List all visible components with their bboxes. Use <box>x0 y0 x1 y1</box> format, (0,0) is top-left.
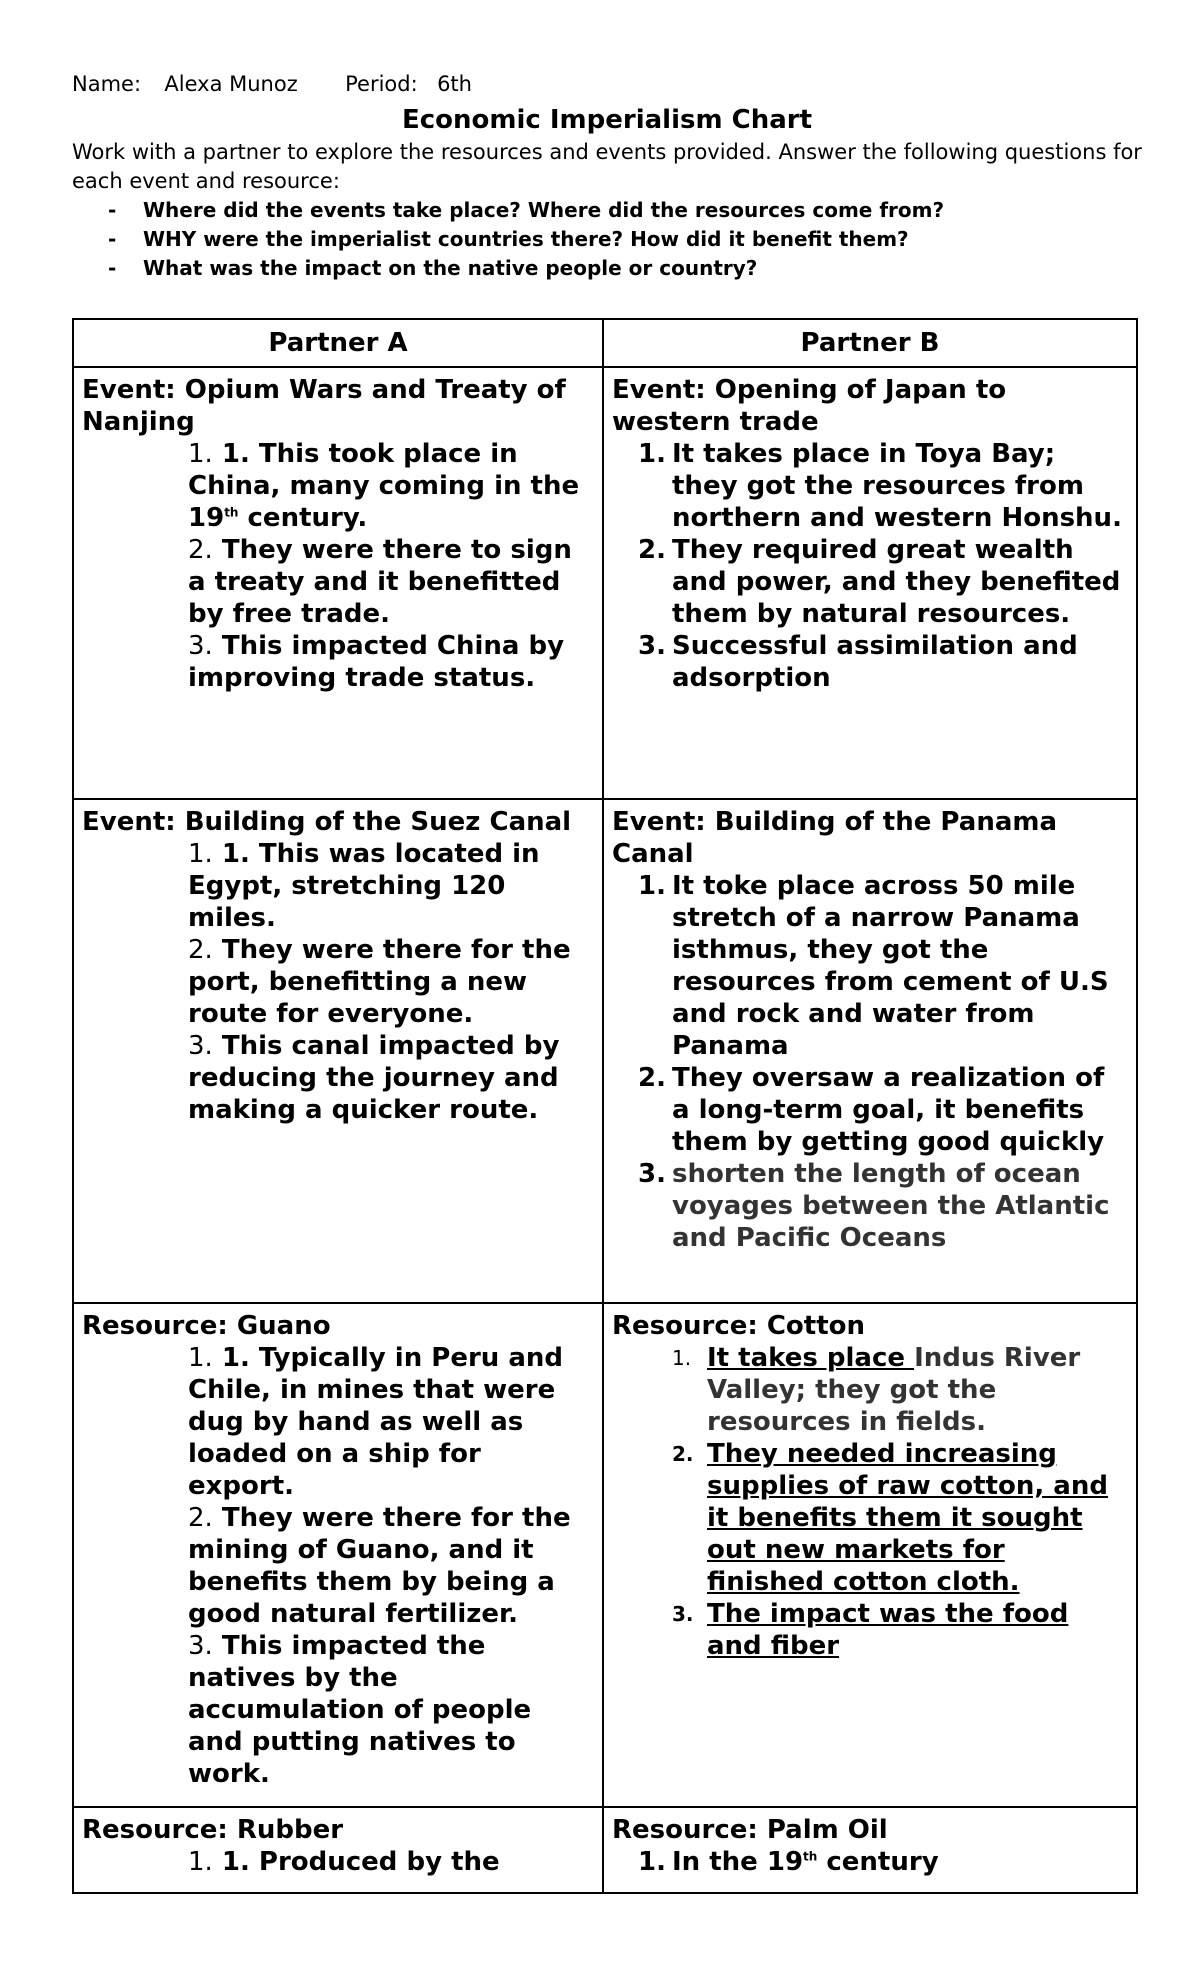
question-item: - What was the impact on the native people or country? <box>108 256 758 280</box>
resource-heading: Resource: Cotton <box>612 1311 865 1341</box>
name-value: Alexa Munoz <box>164 72 298 96</box>
list-item: 2. They required great wealth and power, and they benefited them by natural resources. <box>638 535 1121 629</box>
instructions: Work with a partner to explore the resources and events provided. Answer the following questions for each event and resource: <box>72 140 1142 193</box>
cell-opium-wars <box>73 367 603 799</box>
event-heading: Event: Opium Wars and Treaty of Nanjing <box>82 375 566 437</box>
question-item: - WHY were the imperialist countries there? How did it benefit them? <box>108 227 909 251</box>
answer-list <box>612 438 1128 694</box>
list-item: 3. This impacted the natives by the accumulation of people and putting natives to work. <box>188 1631 532 1789</box>
period-label: Period: <box>345 72 418 96</box>
cell-suez-canal <box>73 799 603 1303</box>
cell-palm-oil <box>603 1807 1137 1893</box>
list-item: 3. The impact was the food and fiber <box>672 1599 1069 1661</box>
list-item: 3. shorten the length of ocean voyages between the Atlantic and Pacific Oceans <box>638 1159 1110 1253</box>
page-title: Economic Imperialism Chart <box>402 105 812 135</box>
name-label: Name: <box>72 72 142 96</box>
resource-heading: Resource: Palm Oil <box>612 1815 888 1845</box>
resource-heading: Resource: Rubber <box>82 1815 344 1845</box>
question-item: - Where did the events take place? Where did the resources come from? <box>108 198 945 222</box>
list-item: 2. They were there for the mining of Guano, and it benefits them by being a good natural fertilizer. <box>188 1503 571 1629</box>
column-header-partner-b: Partner B <box>603 319 1137 367</box>
list-item: 2. They were there to sign a treaty and it benefitted by free trade. <box>188 535 572 629</box>
table-row <box>73 367 1137 799</box>
cell-rubber <box>73 1807 603 1893</box>
list-item: 3. Successful assimilation and adsorption <box>638 631 1078 693</box>
list-item: 1. 1. This took place in China, many coming in the 19th century. <box>188 439 580 533</box>
answer-list <box>612 1846 1128 1878</box>
answer-list <box>612 1342 1128 1662</box>
list-item: 3. This impacted China by improving trade status. <box>188 631 565 693</box>
answer-list <box>82 1342 594 1790</box>
list-item: 2. They oversaw a realization of a long-term goal, it benefits them by getting good quickly <box>638 1063 1105 1157</box>
list-item: 1. 1. Typically in Peru and Chile, in mines that were dug by hand as well as loaded on a ship for export. <box>188 1343 564 1501</box>
student-info <box>72 68 1142 100</box>
list-item: 3. This canal impacted by reducing the journey and making a quicker route. <box>188 1031 560 1125</box>
answer-list <box>82 438 594 694</box>
table-row <box>73 1303 1137 1807</box>
list-item: 1. It toke place across 50 mile stretch of a narrow Panama isthmus, they got the resources from cement of U.S and rock and water from Panama <box>638 871 1109 1061</box>
question-list <box>72 196 1142 283</box>
table-row <box>73 799 1137 1303</box>
cell-opening-of-japan <box>603 367 1137 799</box>
column-header-partner-a: Partner A <box>73 319 603 367</box>
answer-list <box>82 838 594 1126</box>
list-item: 1. 1. This was located in Egypt, stretching 120 miles. <box>188 839 540 933</box>
list-item: 1. In the 19th century <box>638 1847 939 1877</box>
resource-heading: Resource: Guano <box>82 1311 331 1341</box>
event-heading: Event: Building of the Panama Canal <box>612 807 1058 869</box>
answer-list <box>612 870 1128 1254</box>
table-row <box>73 1807 1137 1893</box>
list-item: 1. It takes place in Toya Bay; they got the resources from northern and western Honshu. <box>638 439 1122 533</box>
event-heading: Event: Building of the Suez Canal <box>82 807 572 837</box>
cell-guano <box>73 1303 603 1807</box>
list-item: 1. 1. Produced by the <box>188 1847 500 1877</box>
list-item: 1. It takes place Indus River Valley; they got the resources in fields. <box>672 1343 1081 1437</box>
list-item: 2. They needed increasing supplies of raw cotton, and it benefits them it sought out new markets for finished cotton cloth. <box>672 1439 1108 1597</box>
imperialism-chart-table <box>72 318 1138 1894</box>
answer-list <box>82 1846 594 1878</box>
cell-cotton <box>603 1303 1137 1807</box>
period-value: 6th <box>437 72 472 96</box>
event-heading: Event: Opening of Japan to western trade <box>612 375 1007 437</box>
table-header-row <box>73 319 1137 367</box>
cell-panama-canal <box>603 799 1137 1303</box>
list-item: 2. They were there for the port, benefitting a new route for everyone. <box>188 935 571 1029</box>
worksheet-page <box>72 68 1142 1877</box>
